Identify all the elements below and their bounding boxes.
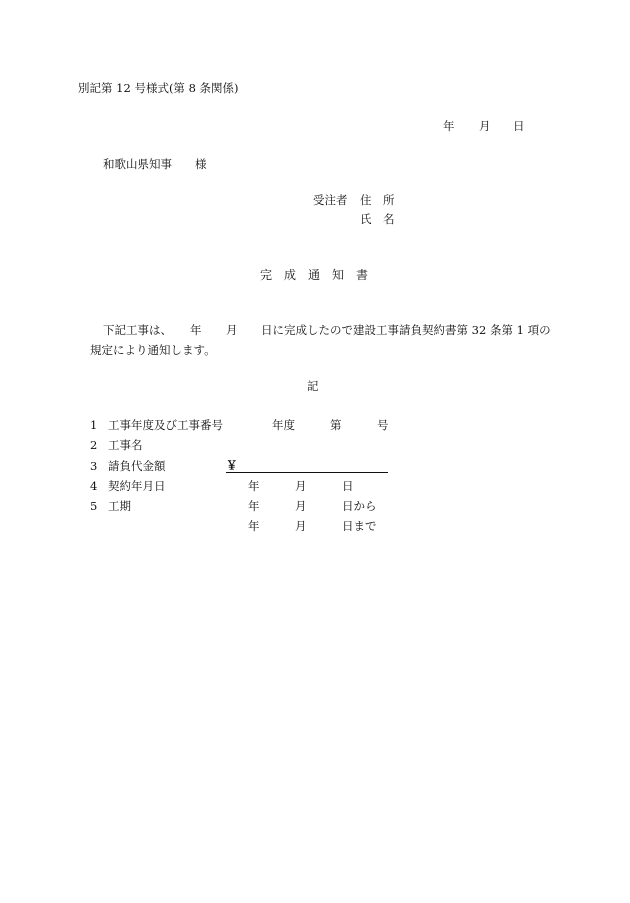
contractor-name-label: 氏 名 bbox=[360, 212, 395, 226]
document-title: 完 成 通 知 書 bbox=[260, 268, 369, 282]
amount-underline bbox=[226, 472, 388, 473]
body-line2: 規定により通知します。 bbox=[90, 343, 216, 357]
date-day-label: 日 bbox=[513, 119, 525, 133]
contractor-role-label: 受注者 bbox=[313, 193, 348, 207]
item-number: 2 bbox=[90, 438, 98, 452]
item-value-fiscal-year: 年度 bbox=[272, 418, 295, 432]
item-label: 工期 bbox=[108, 499, 131, 513]
item-number: 5 bbox=[90, 499, 98, 513]
date-month-label: 月 bbox=[479, 119, 491, 133]
date-year-label: 年 bbox=[443, 119, 455, 133]
item-label: 工事名 bbox=[108, 438, 143, 452]
body-month: 月 bbox=[226, 323, 238, 337]
item-value-month: 月 bbox=[295, 479, 307, 493]
item-value-month: 月 bbox=[295, 519, 307, 533]
item-value-dai: 第 bbox=[330, 418, 342, 432]
item-number: 4 bbox=[90, 479, 98, 493]
body-prefix: 下記工事は、 bbox=[103, 323, 172, 337]
item-label: 請負代金額 bbox=[108, 459, 166, 473]
item-value-year: 年 bbox=[248, 499, 260, 513]
item-value-day-until: 日まで bbox=[342, 519, 377, 533]
addressee: 和歌山県知事 様 bbox=[103, 157, 207, 171]
item-value-year: 年 bbox=[248, 479, 260, 493]
item-label: 契約年月日 bbox=[108, 479, 166, 493]
body-rest: 日に完成したので建設工事請負契約書第 32 条第 1 項の bbox=[261, 323, 551, 337]
item-value-day-from: 日から bbox=[342, 499, 377, 513]
item-number: 3 bbox=[90, 459, 98, 473]
contractor-address-label: 住 所 bbox=[360, 193, 395, 207]
item-value-year: 年 bbox=[248, 519, 260, 533]
currency-symbol: ￥ bbox=[226, 458, 238, 472]
item-value-month: 月 bbox=[295, 499, 307, 513]
item-value-go: 号 bbox=[377, 418, 389, 432]
ki-heading: 記 bbox=[307, 379, 319, 393]
item-label: 工事年度及び工事番号 bbox=[108, 418, 223, 432]
body-year: 年 bbox=[190, 323, 202, 337]
item-number: 1 bbox=[90, 418, 98, 432]
item-value-day: 日 bbox=[342, 479, 354, 493]
form-number: 別記第 12 号様式(第 8 条関係) bbox=[78, 81, 239, 95]
